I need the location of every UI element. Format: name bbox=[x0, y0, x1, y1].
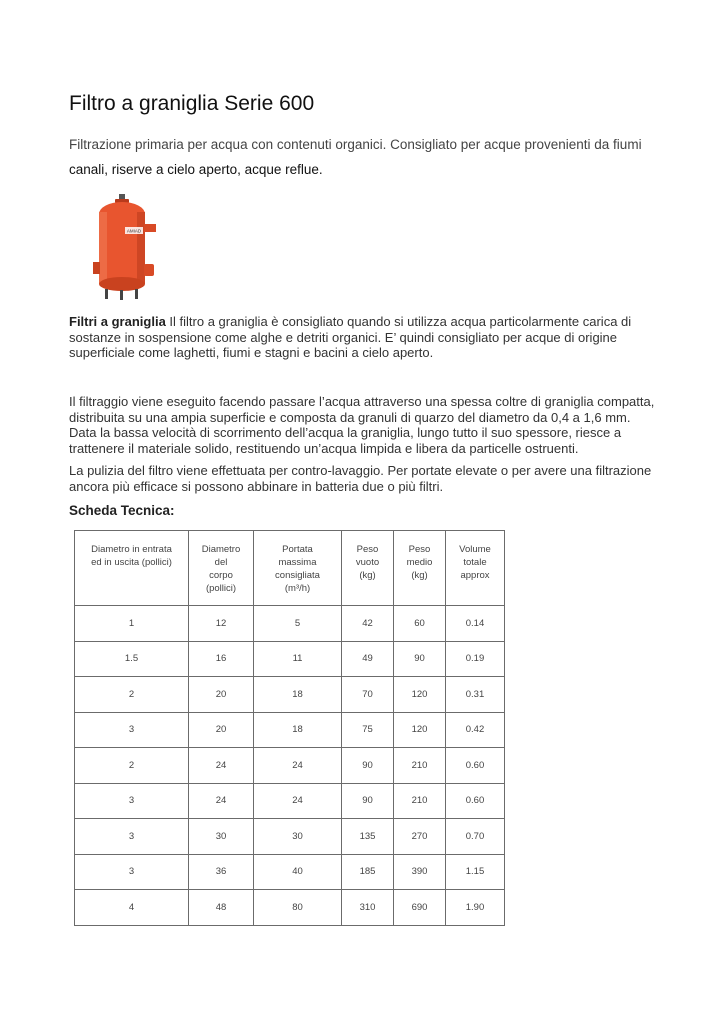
page-title: Filtro a graniglia Serie 600 bbox=[69, 92, 315, 115]
spec-table-cell: 3 bbox=[75, 783, 189, 819]
spec-table-cell: 90 bbox=[342, 783, 394, 819]
spec-table-cell: 390 bbox=[394, 854, 446, 890]
brand-label: AMIAD bbox=[126, 228, 142, 234]
spec-table-cell: 135 bbox=[342, 819, 394, 855]
spec-table-header-cell: Peso medio (kg) bbox=[394, 531, 446, 606]
spec-table-cell: 60 bbox=[394, 606, 446, 642]
spec-table-cell: 48 bbox=[189, 890, 254, 926]
spec-table-header-cell: Diametro in entrata ed in uscita (pollici) bbox=[75, 531, 189, 606]
spec-table-cell: 0.19 bbox=[446, 641, 505, 677]
spec-table-cell: 4 bbox=[75, 890, 189, 926]
spec-table-cell: 80 bbox=[254, 890, 342, 926]
spec-table-header-cell: Portata massima consigliata (m³/h) bbox=[254, 531, 342, 606]
spec-table-cell: 0.31 bbox=[446, 677, 505, 713]
spec-table-header-cell: Peso vuoto (kg) bbox=[342, 531, 394, 606]
spec-table-cell: 120 bbox=[394, 677, 446, 713]
spec-table-row bbox=[75, 783, 505, 819]
filter-tank-image bbox=[69, 190, 189, 308]
spec-table-row bbox=[75, 712, 505, 748]
paragraph-cleaning: La pulizia del filtro viene effettuata per contro-lavaggio. Per portate elevate o per avere una filtrazione ancora più efficace si possono abbinare in batteria due o più filtri. bbox=[69, 463, 652, 494]
spec-sheet-heading: Scheda Tecnica: bbox=[69, 503, 175, 518]
spec-table-cell: 40 bbox=[254, 854, 342, 890]
spec-table-row bbox=[75, 641, 505, 677]
spec-table-cell: 3 bbox=[75, 712, 189, 748]
spec-table-cell: 5 bbox=[254, 606, 342, 642]
spec-table-cell: 210 bbox=[394, 748, 446, 784]
spec-table-row bbox=[75, 819, 505, 855]
spec-table-cell: 36 bbox=[189, 854, 254, 890]
intro-line-1: Filtrazione primaria per acqua con contenuti organici. Consigliato per acque provenienti da fiumi bbox=[69, 137, 642, 152]
spec-table-cell: 75 bbox=[342, 712, 394, 748]
spec-table-cell: 3 bbox=[75, 819, 189, 855]
spec-table-row bbox=[75, 890, 505, 926]
spec-table-cell: 210 bbox=[394, 783, 446, 819]
spec-table-cell: 1 bbox=[75, 606, 189, 642]
spec-table-cell: 42 bbox=[342, 606, 394, 642]
spec-table-cell: 690 bbox=[394, 890, 446, 926]
spec-table-cell: 120 bbox=[394, 712, 446, 748]
spec-table-cell: 12 bbox=[189, 606, 254, 642]
spec-table-cell: 30 bbox=[254, 819, 342, 855]
spec-table-cell: 24 bbox=[254, 783, 342, 819]
spec-table-row bbox=[75, 748, 505, 784]
spec-table-cell: 20 bbox=[189, 712, 254, 748]
spec-table-cell: 16 bbox=[189, 641, 254, 677]
spec-table-cell: 24 bbox=[254, 748, 342, 784]
spec-table-cell: 0.60 bbox=[446, 783, 505, 819]
spec-table-cell: 310 bbox=[342, 890, 394, 926]
intro-line-2: canali, riserve a cielo aperto, acque reflue. bbox=[69, 162, 323, 177]
spec-table-cell: 11 bbox=[254, 641, 342, 677]
spec-table-cell: 24 bbox=[189, 783, 254, 819]
spec-table-cell: 30 bbox=[189, 819, 254, 855]
spec-table-cell: 2 bbox=[75, 748, 189, 784]
spec-table bbox=[74, 530, 505, 926]
spec-table-cell: 1.90 bbox=[446, 890, 505, 926]
paragraph-description-text: Il filtro a graniglia è consigliato quando si utilizza acqua particolarmente carica di sostanze in sospensione come alghe e detriti organici. E’ quindi consigliato per acque di origine superficiale come laghetti, fiumi e stagni e bacini a cielo aperto. bbox=[69, 314, 632, 361]
spec-table-cell: 20 bbox=[189, 677, 254, 713]
spec-table-cell: 18 bbox=[254, 712, 342, 748]
spec-table-cell: 3 bbox=[75, 854, 189, 890]
spec-table-cell: 185 bbox=[342, 854, 394, 890]
spec-table-header-cell: Diametro del corpo (pollici) bbox=[189, 531, 254, 606]
spec-table-row bbox=[75, 677, 505, 713]
spec-table-cell: 90 bbox=[394, 641, 446, 677]
spec-table-row bbox=[75, 606, 505, 642]
spec-table-cell: 0.42 bbox=[446, 712, 505, 748]
spec-table-cell: 70 bbox=[342, 677, 394, 713]
spec-table-cell: 18 bbox=[254, 677, 342, 713]
spec-table-header-row bbox=[75, 531, 505, 606]
spec-table-cell: 0.60 bbox=[446, 748, 505, 784]
spec-table-cell: 0.14 bbox=[446, 606, 505, 642]
paragraph-lead-bold: Filtri a graniglia bbox=[69, 314, 166, 329]
spec-table-cell: 2 bbox=[75, 677, 189, 713]
spec-table-cell: 1.5 bbox=[75, 641, 189, 677]
spec-table-cell: 49 bbox=[342, 641, 394, 677]
spec-table-cell: 0.70 bbox=[446, 819, 505, 855]
spec-table-header-cell: Volume totale approx bbox=[446, 531, 505, 606]
spec-table-row bbox=[75, 854, 505, 890]
spec-table-cell: 270 bbox=[394, 819, 446, 855]
paragraph-filtering: Il filtraggio viene eseguito facendo passare l’acqua attraverso una spessa coltre di graniglia compatta, distribuita su una ampia superficie e composta da granuli di quarzo del diametro da 0,4 a 1,6 mm. Data la bassa velocità di scorrimento dell’acqua la graniglia, lungo tutto il suo spessore, riesce a trattenere il materiale solido, restituendo un’acqua limpida e libera da particelle ostruenti. bbox=[69, 394, 655, 456]
spec-table-cell: 90 bbox=[342, 748, 394, 784]
spec-table-cell: 1.15 bbox=[446, 854, 505, 890]
paragraph-description bbox=[69, 314, 659, 361]
spec-table-cell: 24 bbox=[189, 748, 254, 784]
